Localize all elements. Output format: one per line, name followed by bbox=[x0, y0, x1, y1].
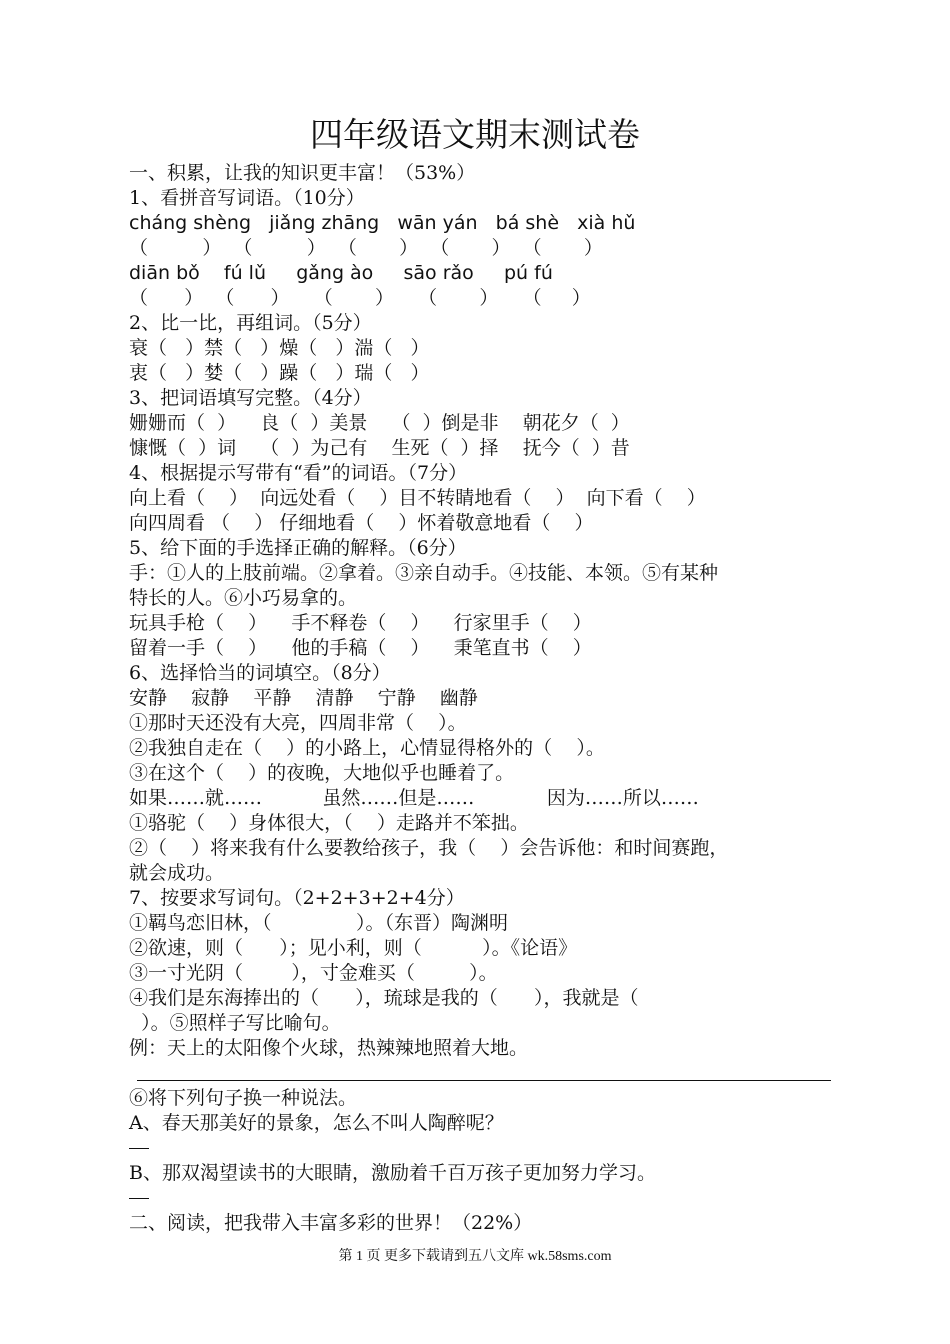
question-3-heading: 3、把词语填写完整。（4分） bbox=[129, 387, 372, 409]
compare-row-2: 衷（ ）婪（ ）躁（ ）瑞（ ） bbox=[129, 362, 430, 384]
conjunction-sentence-1: ①骆驼（ ）身体很大，（ ）走路并不笨拙。 bbox=[129, 812, 529, 834]
donghai-line: ④我们是东海捧出的（ ），琉球是我的（ ），我就是（ bbox=[129, 987, 639, 1009]
conjunction-sentence-2: ②（ ）将来我有什么要教给孩子，我（ ）会告诉他：和时间赛跑， bbox=[129, 837, 729, 859]
donghai-line-cont: ）。⑤照样子写比喻句。 bbox=[129, 1012, 341, 1034]
section-2-heading: 二、阅读，把我带入丰富多彩的世界！（22%） bbox=[129, 1212, 533, 1234]
blank-row-2: （ ） （ ） （ ） （ ） （ ） bbox=[129, 287, 591, 309]
conjunction-sentence-2-cont: 就会成功。 bbox=[129, 862, 225, 884]
question-2-heading: 2、比一比，再组词。（5分） bbox=[129, 312, 372, 334]
analects-line: ②欲速，则（ ）；见小利，则（ ）。《论语》 bbox=[129, 937, 578, 959]
answer-line-a bbox=[129, 1148, 149, 1149]
hand-definitions-2: 特长的人。⑥小巧易拿的。 bbox=[129, 587, 358, 609]
fill-sentence-2: ②我独自走在（ ）的小路上，心情显得格外的（ ）。 bbox=[129, 737, 605, 759]
conjunction-choices: 如果……就…… 虽然……但是…… 因为……所以…… bbox=[129, 787, 699, 809]
rewrite-sentence-a: A、春天那美好的景象，怎么不叫人陶醉呢？ bbox=[129, 1112, 504, 1134]
rewrite-sentence-b: B、那双渴望读书的大眼睛，激励着千百万孩子更加努力学习。 bbox=[129, 1162, 656, 1184]
idiom-row-2: 慷慨（ ）词 （ ）为己有 生死（ ）择 抚今（ ）昔 bbox=[129, 437, 630, 459]
pinyin-row-2: diān bǒ fú lǔ gǎng ào sāo rǎo pú fú bbox=[129, 262, 553, 284]
fill-sentence-3: ③在这个（ ）的夜晚，大地似乎也睡着了。 bbox=[129, 762, 515, 784]
pinyin-row-1: cháng shèng jiǎng zhāng wān yán bá shè xià hǔ bbox=[129, 212, 636, 234]
word-choices: 安静 寂静 平静 清静 宁静 幽静 bbox=[129, 687, 478, 709]
answer-line bbox=[137, 1080, 831, 1081]
answer-line-b bbox=[129, 1198, 149, 1199]
question-5-heading: 5、给下面的手选择正确的解释。（6分） bbox=[129, 537, 467, 559]
blank-row-1: （ ） （ ） （ ） （ ） （ ） bbox=[129, 237, 603, 259]
example-sentence: 例：天上的太阳像个火球，热辣辣地照着大地。 bbox=[129, 1037, 529, 1059]
page-title: 四年级语文期末测试卷 bbox=[310, 115, 640, 154]
look-row-1: 向上看（ ） 向远处看（ ）目不转睛地看（ ） 向下看（ ） bbox=[129, 487, 706, 509]
compare-row-1: 衰（ ）禁（ ）燥（ ）湍（ ） bbox=[129, 337, 430, 359]
hand-row-1: 玩具手枪（ ） 手不释卷（ ） 行家里手（ ） bbox=[129, 612, 592, 634]
proverb-line: ③一寸光阴（ ），寸金难买（ ）。 bbox=[129, 962, 498, 984]
rewrite-heading: ⑥将下列句子换一种说法。 bbox=[129, 1087, 358, 1109]
question-7-heading: 7、按要求写词句。（2+2+3+2+4分） bbox=[129, 887, 465, 909]
poem-line: ①羁鸟恋旧林，（ ）。（东晋）陶渊明 bbox=[129, 912, 509, 934]
hand-row-2: 留着一手（ ） 他的手稿（ ） 秉笔直书（ ） bbox=[129, 637, 592, 659]
hand-definitions-1: 手：①人的上肢前端。②拿着。③亲自动手。④技能、本领。⑤有某种 bbox=[129, 562, 719, 584]
page-footer: 第 1 页 更多下载请到五八文库 wk.58sms.com bbox=[338, 1249, 612, 1264]
question-4-heading: 4、根据提示写带有“看”的词语。（7分） bbox=[129, 462, 468, 484]
question-1-heading: 1、看拼音写词语。（10分） bbox=[129, 187, 365, 209]
idiom-row-1: 姗姗而（ ） 良（ ）美景 （ ）倒是非 朝花夕（ ） bbox=[129, 412, 630, 434]
section-1-heading: 一、积累，让我的知识更丰富！（53%） bbox=[129, 162, 476, 184]
fill-sentence-1: ①那时天还没有大亮，四周非常（ ）。 bbox=[129, 712, 467, 734]
look-row-2: 向四周看 （ ） 仔细地看（ ）怀着敬意地看（ ） bbox=[129, 512, 594, 534]
question-6-heading: 6、选择恰当的词填空。（8分） bbox=[129, 662, 391, 684]
